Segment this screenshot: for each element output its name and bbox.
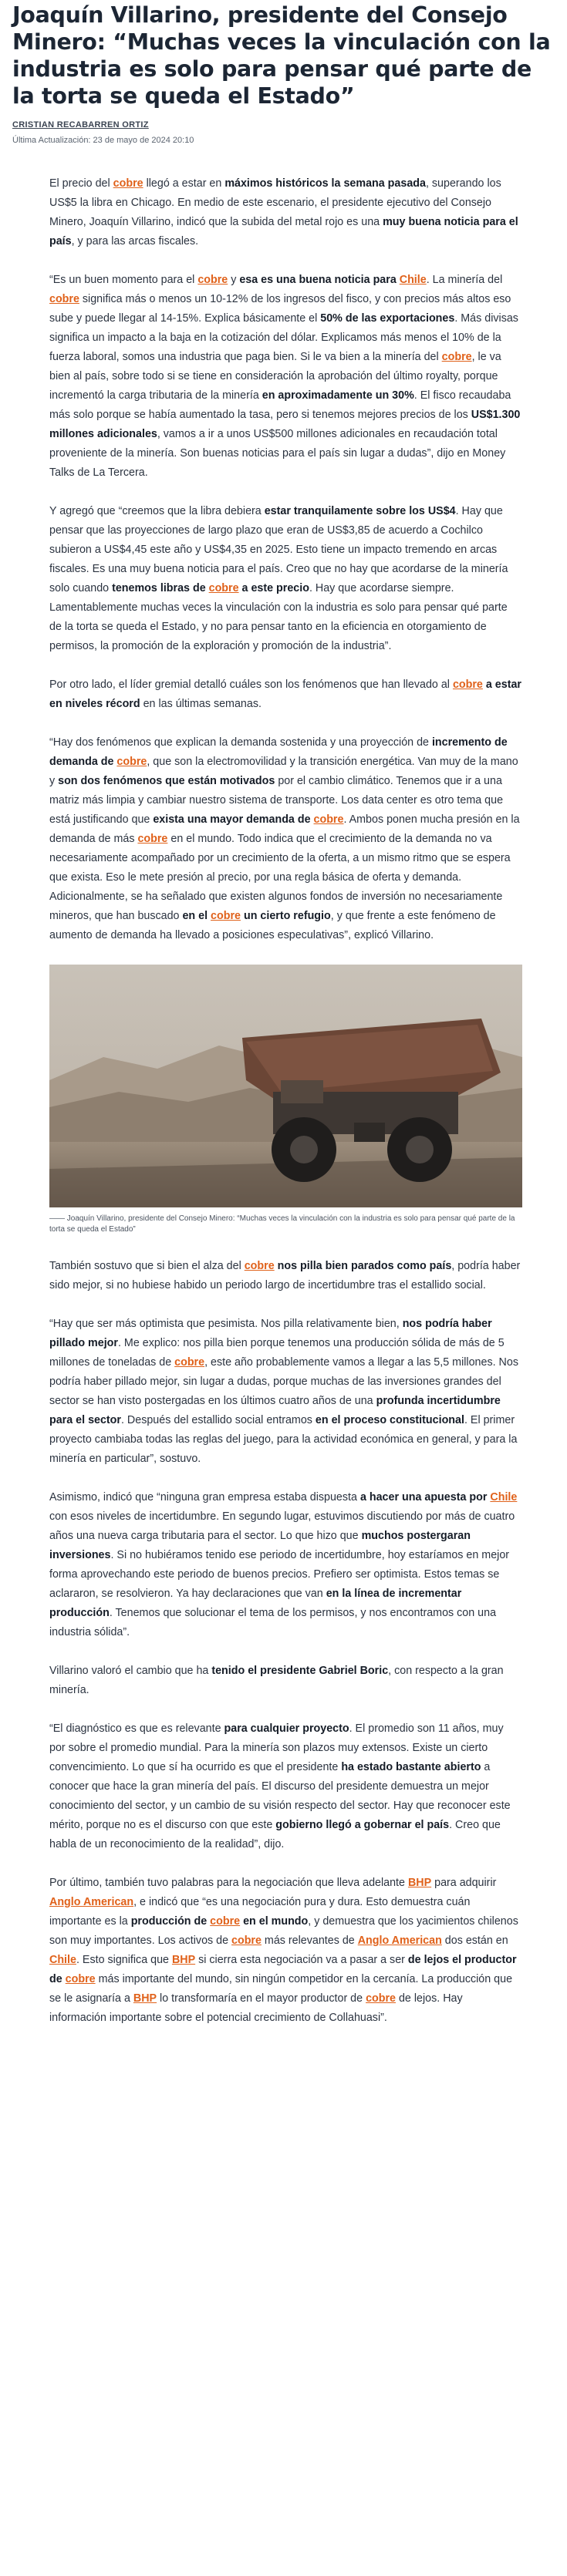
- bold-text: tenido el presidente Gabriel Boric: [211, 1665, 389, 1677]
- text-run: llegó a estar en: [143, 177, 225, 190]
- bold-text: en la línea de incrementar producción: [49, 1588, 462, 1619]
- text-run: . Creo que habla de un reconocimiento de la realidad”, dijo.: [49, 1819, 501, 1850]
- text-run: “Es un buen momento para el: [49, 274, 198, 286]
- text-run: , e indicó que “es una negociación pura y dura. Esto demuestra cuán importante es la: [49, 1896, 471, 1928]
- keyword-link[interactable]: cobre: [116, 756, 147, 768]
- text-run: “El diagnóstico es que es relevante: [49, 1722, 224, 1735]
- paragraph-7: [49, 1315, 522, 1469]
- text-run: más importante del mundo, sin ningún competidor en la cercanía. La producción que se le asignaría a: [49, 1973, 513, 2005]
- text-run: a conocer que hace la gran minería del país. El discurso del presidente demuestra un mejor conocimiento del sector, y un cambio de su visión respecto del sector. Hay que reconocer este mérito, porque no es el discurso con que este: [49, 1761, 511, 1831]
- article-figure: [49, 965, 522, 1235]
- keyword-link[interactable]: cobre: [210, 1915, 241, 1928]
- text-run: , y para las arcas fiscales.: [71, 235, 199, 247]
- bold-text: 50% de las exportaciones: [320, 312, 455, 325]
- byline: [0, 109, 567, 145]
- bold-text: a este precio: [238, 582, 309, 594]
- keyword-link[interactable]: cobre: [137, 833, 168, 845]
- updated-timestamp: Última Actualización: 23 de mayo de 2024 20:10: [12, 136, 194, 145]
- text-run: . Esto significa que: [76, 1954, 172, 1966]
- keyword-link[interactable]: cobre: [452, 679, 483, 691]
- bold-text: muchos postergaran inversiones: [49, 1530, 471, 1561]
- paragraph-3: [49, 502, 522, 656]
- bold-text: en el mundo: [240, 1915, 309, 1928]
- keyword-link[interactable]: Anglo American: [357, 1935, 442, 1947]
- text-run: Asimismo, indicó que “ninguna gran empresa estaba dispuesta: [49, 1491, 360, 1504]
- figure-caption: —— Joaquín Villarino, presidente del Consejo Minero: “Muchas veces la vinculación con la industria es solo para pensar qué parte de la torta se queda el Estado”: [49, 1214, 515, 1234]
- bold-text: son dos fenómenos que están motivados: [58, 775, 275, 787]
- bold-text: profunda incertidumbre para el sector: [49, 1395, 501, 1426]
- text-run: . Hay que pensar que las proyecciones de largo plazo que eran de US$3,85 de acuerdo a Cochilco subieron a US$4,45 este año y US$4,35 en 2025. Esto tiene un impacto tremendo en arcas fiscales. Es una muy buena noticia para el país. Creo que no hay que acordarse de la minería solo cuando: [49, 505, 508, 594]
- text-run: , vamos a ir a unos US$500 millones adicionales en recaudación total proveniente de la minería. Son buenas noticias para el país sin lugar a dudas”, dijo en Money Talks de La Tercera.: [49, 428, 506, 479]
- paragraph-8: [49, 1488, 522, 1642]
- keyword-link[interactable]: cobre: [231, 1935, 262, 1947]
- bold-text: a estar en niveles récord: [49, 679, 521, 710]
- keyword-link[interactable]: cobre: [65, 1973, 96, 1985]
- paragraph-1: [49, 174, 522, 251]
- keyword-link[interactable]: cobre: [113, 177, 143, 190]
- text-run: “Hay dos fenómenos que explican la demanda sostenida y una proyección de: [49, 736, 432, 749]
- bold-text: tenemos libras de: [112, 582, 209, 594]
- bold-text: un cierto refugio: [240, 910, 331, 922]
- keyword-link[interactable]: cobre: [174, 1356, 205, 1369]
- text-run: . Si no hubiéramos tenido ese periodo de incertidumbre, hoy estaríamos en mejor forma aprovechando este periodo de buenos precios. Prefiero ser optimista. Estos temas se aclararon, se resolvieron. Ya hay declaraciones que van: [49, 1549, 510, 1600]
- text-run: , le va bien al país, sobre todo si se tiene en consideración la aprobación del último royalty, porque incrementó la carga tributaria de la minería: [49, 351, 501, 402]
- text-run: . El promedio son 11 años, muy por sobre el promedio mundial. Para la minería son plazos muy extensos. Existe un cierto convencimiento. Lo que sí ha ocurrido es que el presidente: [49, 1722, 504, 1773]
- text-run: . Me explico: nos pilla bien porque tenemos una producción sólida de más de 5 millones de toneladas de: [49, 1337, 505, 1369]
- text-run: Por último, también tuvo palabras para la negociación que lleva adelante: [49, 1877, 408, 1889]
- keyword-link[interactable]: Anglo American: [49, 1896, 134, 1908]
- mining-haul-truck-photo: [49, 965, 522, 1207]
- text-run: por el cambio climático. Tenemos que ir a una matriz más limpia y cambiar nuestro sistema de transporte. Los data center es otro tema que está justificando que: [49, 775, 504, 826]
- keyword-link[interactable]: cobre: [441, 351, 472, 363]
- text-run: , superando los US$5 la libra en Chicago. En medio de este escenario, el presidente ejecutivo del Consejo Minero, Joaquín Villarino, indicó que la subida del metal rojo es una: [49, 177, 501, 228]
- text-run: . Hay que acordarse siempre. Lamentablemente muchas veces la vinculación con la industria es solo para pensar qué parte de la torta se queda el Estado, y no para pensar tanto en la eficiencia en otorgamiento de permisos, la promoción de la exploración y promoción de la industria”.: [49, 582, 508, 652]
- text-run: , podría haber sido mejor, si no hubiese habido un periodo largo de incertidumbre tras el estallido social.: [49, 1260, 521, 1291]
- text-run: Villarino valoró el cambio que ha: [49, 1665, 212, 1677]
- bold-text: en el: [182, 910, 211, 922]
- paragraph-4: [49, 675, 522, 714]
- keyword-link[interactable]: cobre: [49, 293, 79, 305]
- text-run: con esos niveles de incertidumbre. En segundo lugar, estuvimos discutiendo por más de cuatro años una nueva carga tributaria para el sector. Lo que hizo que: [49, 1510, 515, 1542]
- text-run: . El fisco recaudaba más solo porque se había aumentado la tasa, pero si tenemos mejores precios de los: [49, 389, 511, 421]
- bold-text: nos pilla bien parados como país: [274, 1260, 452, 1272]
- keyword-link[interactable]: cobre: [197, 274, 228, 286]
- keyword-link[interactable]: Chile: [490, 1491, 518, 1504]
- article-title: Joaquín Villarino, presidente del Consejo Minero: “Muchas veces la vinculación con la industria es solo para pensar qué parte de la torta se queda el Estado”: [12, 2, 551, 109]
- text-run: También sostuvo que si bien el alza del: [49, 1260, 245, 1272]
- text-run: para adquirir: [431, 1877, 497, 1889]
- bold-text: nos podría haber pillado mejor: [49, 1318, 492, 1349]
- bold-text: US$1.300 millones adicionales: [49, 409, 521, 440]
- bold-text: exista una mayor demanda de: [153, 813, 314, 826]
- paragraph-5: [49, 733, 522, 945]
- text-run: . El primer proyecto cambiaba todas las reglas del juego, para la actividad económica en general, y para la minería en particular”, sostuvo.: [49, 1414, 518, 1465]
- text-run: lo transformaría en el mayor productor de: [157, 1992, 366, 2005]
- bold-text: a hacer una apuesta por: [359, 1491, 491, 1504]
- text-run: y: [228, 274, 240, 286]
- bold-text: en aproximadamente un 30%: [262, 389, 414, 402]
- bold-text: gobierno llegó a gobernar el país: [275, 1819, 450, 1831]
- keyword-link[interactable]: cobre: [313, 813, 344, 826]
- text-run: si cierra esta negociación va a pasar a ser: [195, 1954, 408, 1966]
- bold-text: producción de: [130, 1915, 211, 1928]
- text-run: , este año probablemente vamos a llegar a las 5,5 millones. Nos podría haber pillado mejor, sin lugar a dudas, porque muchas de las inversiones grandes del sector se han visto postergadas en los últimos cuatro años de una: [49, 1356, 518, 1407]
- text-run: de lejos. Hay información importante sobre el potencial crecimiento de Collahuasi”.: [49, 1992, 463, 2024]
- text-run: . Después del estallido social entramos: [120, 1414, 316, 1426]
- text-run: , con respecto a la gran minería.: [49, 1665, 504, 1696]
- bold-text: estar tranquilamente sobre los US$4: [264, 505, 456, 517]
- keyword-link[interactable]: cobre: [211, 910, 241, 922]
- paragraph-10: [49, 1719, 522, 1854]
- keyword-link[interactable]: BHP: [407, 1877, 432, 1889]
- bold-text: para cualquier proyecto: [224, 1722, 349, 1735]
- text-run: dos están en: [441, 1935, 508, 1947]
- bold-text: máximos históricos la semana pasada: [224, 177, 426, 190]
- text-run: Por otro lado, el líder gremial detalló cuáles son los fenómenos que han llevado al: [49, 679, 453, 691]
- text-run: significa más o menos un 10-12% de los ingresos del fisco, y con precios más altos eso sube y puede llegar al 14-15%. Explica básicamente el: [49, 293, 511, 325]
- bold-text: incremento de demanda de: [49, 736, 508, 768]
- text-run: en las últimas semanas.: [140, 698, 262, 710]
- paragraph-11: [49, 1874, 522, 2028]
- text-run: en el mundo. Todo indica que el crecimiento de la demanda no va necesariamente acompañado por un crecimiento de la oferta, a un mismo ritmo que se espera que exista. Eso le mete presión al precio, por una regla básica de oferta y demanda. Adicionalmente, se ha señalado que existen algunos fondos de inversión no necesariamente mineros, que han buscado: [49, 833, 511, 922]
- text-run: Y agregó que “creemos que la libra debiera: [49, 505, 265, 517]
- text-run: . Más divisas significa un impacto a la baja en la cotización del dólar. Explicamos más menos el 10% de la fuerza laboral, somos una industria que paga bien. Si le va bien a la minería del: [49, 312, 518, 363]
- keyword-link[interactable]: Chile: [49, 1954, 76, 1966]
- text-run: . La minería del: [426, 274, 503, 286]
- text-run: más relevantes de: [261, 1935, 358, 1947]
- paragraph-2: [49, 271, 522, 483]
- bold-text: muy buena noticia para el país: [49, 216, 518, 247]
- text-run: , y demuestra que los yacimientos chilenos son muy importantes. Los activos de: [49, 1915, 518, 1947]
- bold-text: de lejos el productor de: [49, 1954, 517, 1985]
- text-run: , y que frente a este fenómeno de aumento de demanda ha llevado a posiciones especulativas”, explicó Villarino.: [49, 910, 496, 941]
- text-run: , que son la electromovilidad y la transición energética. Van muy de la mano y: [49, 756, 518, 787]
- author-link[interactable]: CRISTIAN RECABARREN ORTIZ: [12, 120, 149, 130]
- bold-text: esa es una buena noticia para: [239, 274, 400, 286]
- keyword-link[interactable]: BHP: [133, 1992, 157, 2005]
- bold-text: en el proceso constitucional: [315, 1414, 464, 1426]
- keyword-link[interactable]: cobre: [366, 1992, 396, 2005]
- keyword-link[interactable]: cobre: [208, 582, 239, 594]
- text-run: . Tenemos que solucionar el tema de los permisos, y nos encontramos con una industria sólida”.: [49, 1607, 497, 1638]
- keyword-link[interactable]: BHP: [171, 1954, 196, 1966]
- text-run: “Hay que ser más optimista que pesimista. Nos pilla relativamente bien,: [49, 1318, 403, 1330]
- keyword-link[interactable]: cobre: [244, 1260, 275, 1272]
- paragraph-6: [49, 1257, 522, 1295]
- article-body: [0, 145, 567, 2028]
- keyword-link[interactable]: Chile: [399, 274, 427, 286]
- bold-text: ha estado bastante abierto: [341, 1761, 481, 1773]
- text-run: El precio del: [49, 177, 113, 190]
- text-run: . Ambos ponen mucha presión en la demanda de más: [49, 813, 520, 845]
- paragraph-9: [49, 1662, 522, 1700]
